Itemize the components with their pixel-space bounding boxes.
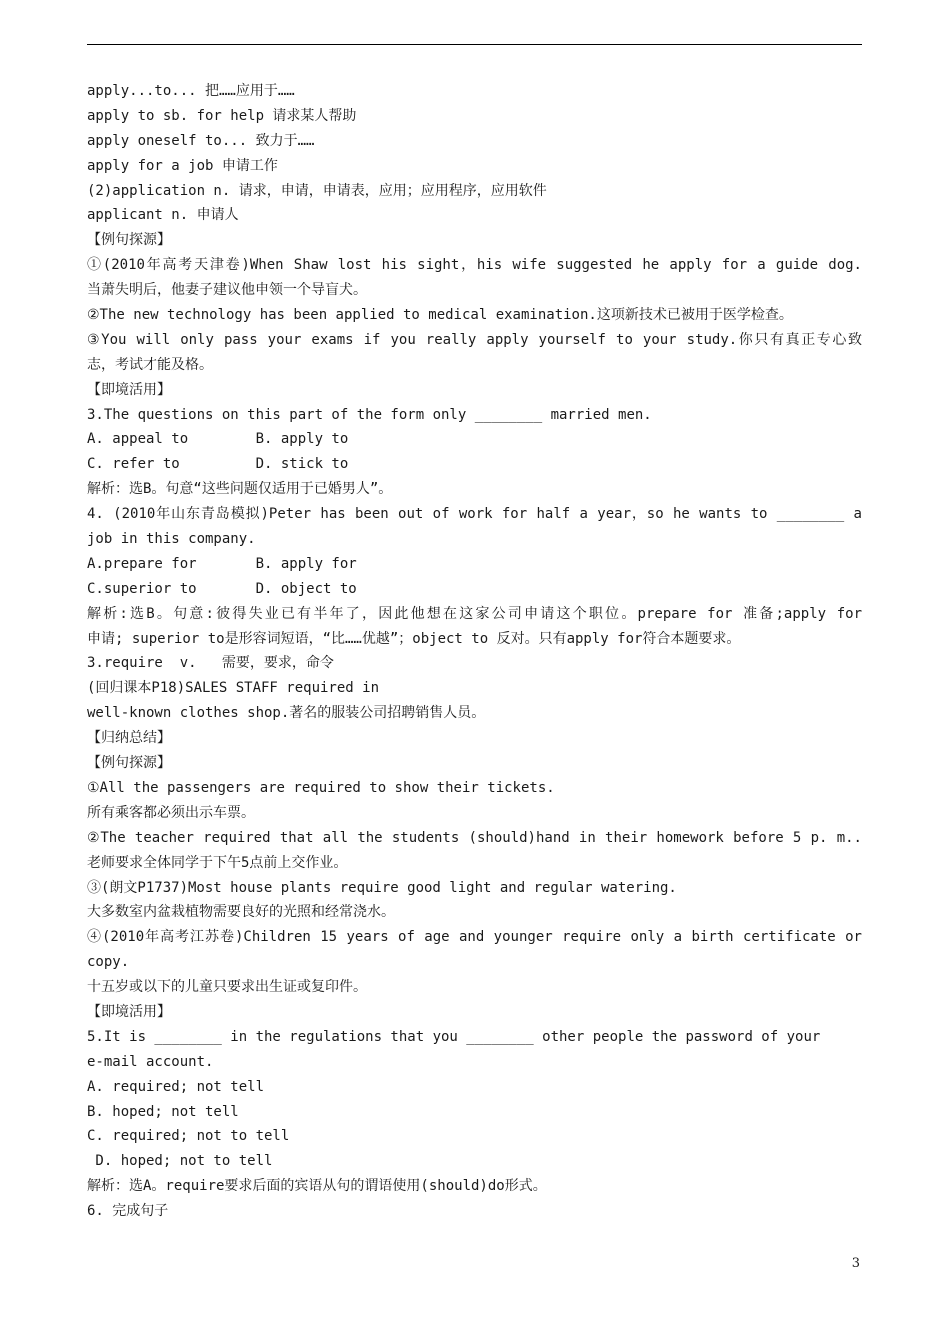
option-line: A. required; not tell <box>87 1078 265 1095</box>
text-line: ①(2010年高考天津卷)When Shaw lost his sight，his wife suggested he apply for a guide dog. <box>87 257 862 274</box>
question-line: job in this company. <box>87 531 256 548</box>
section-heading: 【例句探源】 <box>87 232 171 249</box>
text-line: 大多数室内盆栽植物需要良好的光照和经常浇水。 <box>87 904 395 921</box>
option-line: C. required; not to tell <box>87 1128 290 1145</box>
text-line: copy. <box>87 954 130 971</box>
answer-line: 申请; superior to是形容词短语，“比……优越”；object to 反对。只有apply for符合本题要求。 <box>87 630 741 647</box>
text-line: ④(2010年高考江苏卷)Children 15 years of age and younger require only a birth certificate or <box>87 929 862 946</box>
question-line: e-mail account. <box>87 1053 214 1070</box>
option-line: A. appeal to B. apply to <box>87 431 349 448</box>
page-body <box>87 79 862 1224</box>
text-line: (2)application n. 请求，申请，申请表，应用；应用程序，应用软件 <box>87 182 547 199</box>
text-line: apply for a job 申请工作 <box>87 157 278 174</box>
section-heading: 【例句探源】 <box>87 755 171 772</box>
section-heading: 【归纳总结】 <box>87 730 171 747</box>
page-number: 3 <box>851 1256 860 1271</box>
option-line: D. hoped; not to tell <box>87 1153 273 1170</box>
text-line: 老师要求全体同学于下午5点前上交作业。 <box>87 854 348 871</box>
text-line: 志，考试才能及格。 <box>87 356 213 373</box>
answer-line: 解析：选B。句意“这些问题仅适用于已婚男人”。 <box>87 481 393 498</box>
text-line: 所有乘客都必须出示车票。 <box>87 804 255 821</box>
text-line: ②The new technology has been applied to medical examination.这项新技术已被用于医学检查。 <box>87 307 793 324</box>
text-line: ②The teacher required that all the students (should)hand in their homework before 5 p. m.. <box>87 829 862 846</box>
text-line: apply to sb. for help 请求某人帮助 <box>87 107 357 124</box>
option-line: B. hoped; not tell <box>87 1103 239 1120</box>
option-line: C.superior to D. object to <box>87 580 357 597</box>
section-heading: 【即境活用】 <box>87 381 171 398</box>
text-line: 十五岁或以下的儿童只要求出生证或复印件。 <box>87 979 367 996</box>
text-line: well-known clothes shop.著名的服装公司招聘销售人员。 <box>87 705 486 722</box>
section-heading: 【即境活用】 <box>87 1003 171 1020</box>
text-line: 当萧失明后，他妻子建议他申领一个导盲犬。 <box>87 282 367 299</box>
text-line: apply...to... 把……应用于…… <box>87 83 295 99</box>
question-line: 4. (2010年山东青岛模拟)Peter has been out of work for half a year，so he wants to ________ a <box>87 506 862 523</box>
text-line: 6. 完成句子 <box>87 1203 169 1220</box>
text-line: (回归课本P18)SALES STAFF required in <box>87 680 380 697</box>
text-line: applicant n. 申请人 <box>87 207 239 224</box>
answer-line: 解析：选A。require要求后面的宾语从句的谓语使用(should)do形式。 <box>87 1178 547 1195</box>
option-line: A.prepare for B. apply for <box>87 555 357 572</box>
answer-line: 解析:选B。句意:彼得失业已有半年了，因此他想在这家公司申请这个职位。prepare for 准备;apply for <box>87 605 862 622</box>
question-line: 3.The questions on this part of the form only ________ married men. <box>87 406 652 423</box>
text-line: ③You will only pass your exams if you really apply yourself to your study.你只有真正专心致 <box>87 331 862 348</box>
option-line: C. refer to D. stick to <box>87 456 349 473</box>
text-line: 3.require v. 需要，要求，命令 <box>87 655 334 672</box>
text-line: apply oneself to... 致力于…… <box>87 132 315 149</box>
text-line: ③(朗文P1737)Most house plants require good light and regular watering. <box>87 879 677 896</box>
question-line: 5.It is ________ in the regulations that you ________ other people the password of your <box>87 1028 821 1045</box>
text-line: ①All the passengers are required to show their tickets. <box>87 779 555 796</box>
header-rule <box>87 44 862 45</box>
